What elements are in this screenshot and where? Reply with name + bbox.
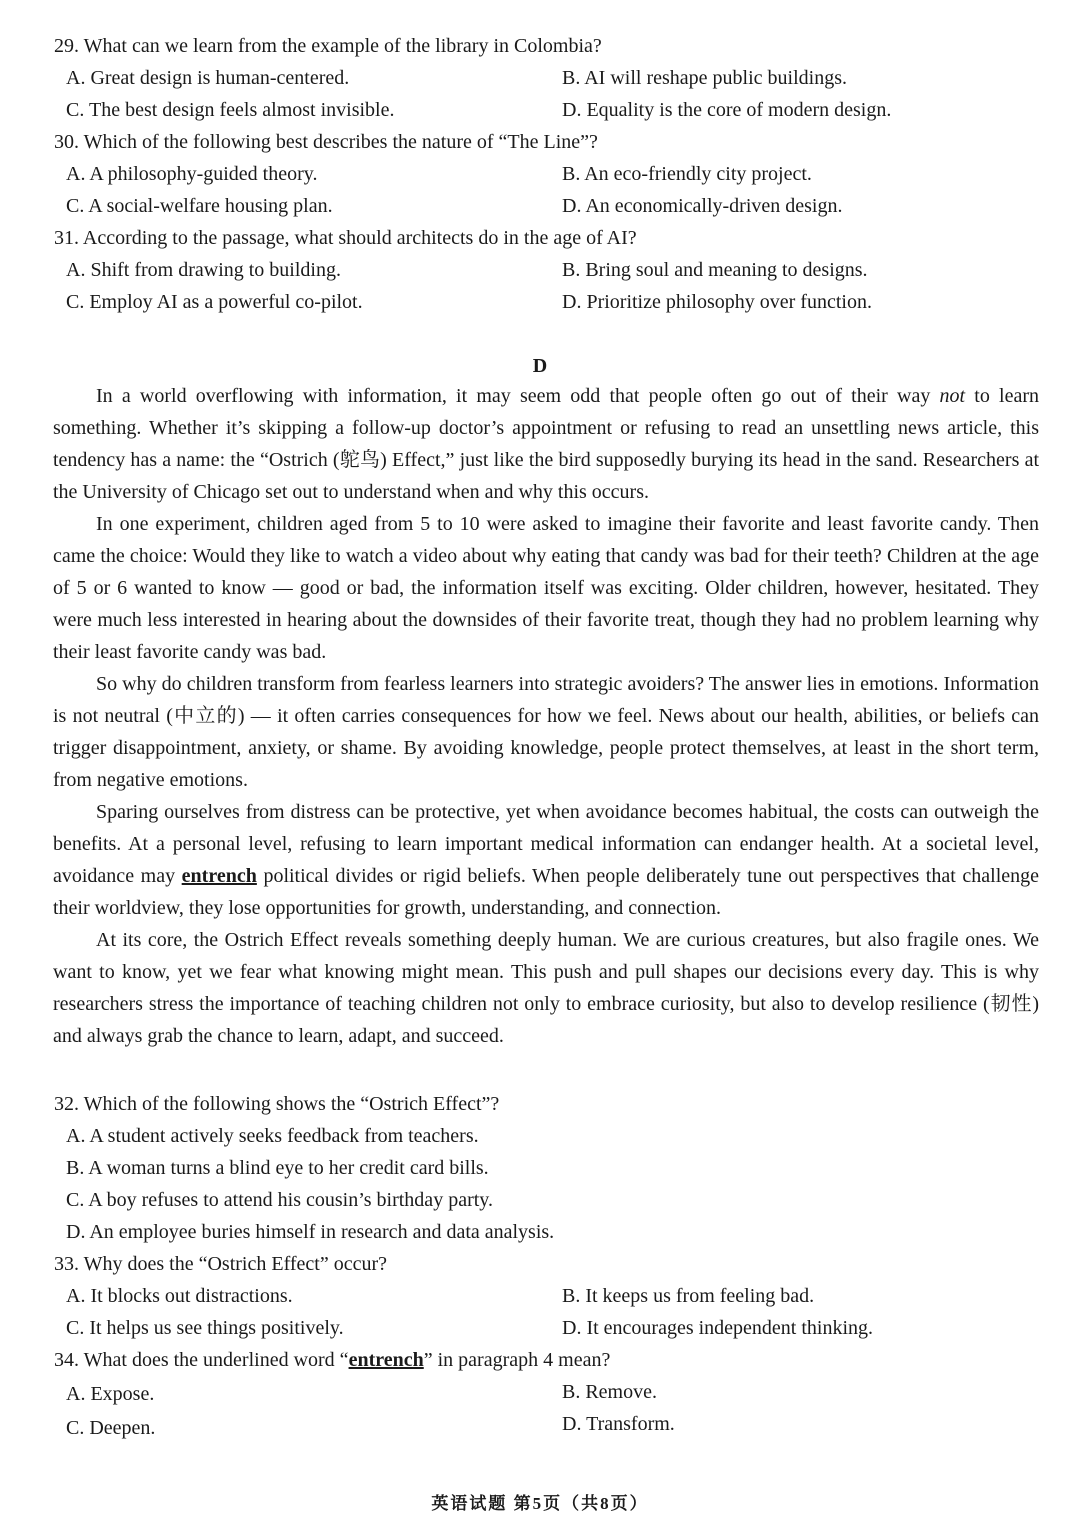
question-30-option-c: C. A social-welfare housing plan. — [66, 195, 333, 217]
question-31-option-a: A. Shift from drawing to building. — [66, 259, 341, 281]
question-30-option-b: B. An eco-friendly city project. — [562, 163, 812, 185]
underlined-word: entrench — [181, 865, 257, 887]
question-34-option-d: D. Transform. — [562, 1413, 675, 1435]
question-29-option-d: D. Equality is the core of modern design. — [562, 99, 892, 121]
question-34-stem-b: ” in paragraph 4 mean? — [423, 1349, 611, 1371]
question-30-option-a: A. A philosophy-guided theory. — [66, 163, 318, 185]
question-29-option-c: C. The best design feels almost invisible. — [66, 99, 395, 121]
question-33-option-b: B. It keeps us from feeling bad. — [562, 1285, 815, 1307]
question-34-option-a: A. Expose. — [66, 1383, 155, 1405]
question-32-option-b: B. A woman turns a blind eye to her credit card bills. — [66, 1157, 489, 1179]
question-34-option-b: B. Remove. — [562, 1381, 657, 1403]
question-31-option-b: B. Bring soul and meaning to designs. — [562, 259, 868, 281]
question-32-option-c: C. A boy refuses to attend his cousin’s birthday party. — [66, 1189, 493, 1211]
paragraph-5: At its core, the Ostrich Effect reveals something deeply human. We are curious creatures, but also fragile ones. We want to know, yet we fear what knowing might mean. This push and pull shapes our decisions every day. This is why researchers stress the importance of teaching children not only to embrace curiosity, but also to develop resilience (韧性) and always grab the chance to learn, adapt, and succeed. — [53, 929, 1039, 1047]
page-footer: 英语试题 第5页（共8页） — [431, 1494, 649, 1513]
question-30-option-d: D. An economically-driven design. — [562, 195, 843, 217]
question-34-stem-a: 34. What does the underlined word “ — [54, 1349, 349, 1371]
question-29-option-b: B. AI will reshape public buildings. — [562, 67, 847, 89]
question-31-stem: 31. According to the passage, what should architects do in the age of AI? — [54, 227, 637, 249]
reading-passage — [53, 380, 1039, 1052]
question-32-option-d: D. An employee buries himself in research and data analysis. — [66, 1221, 555, 1243]
paragraph-2: In one experiment, children aged from 5 to 10 were asked to imagine their favorite and least favorite candy. Then came the choice: Would they like to watch a video about why eating that candy was bad for their teeth? Children at the age of 5 or 6 wanted to know — good or bad, the information itself was exciting. Older children, however, hesitated. They were much less interested in hearing about the downsides of their favorite treat, though they had no problem learning why their least favorite candy was bad. — [53, 513, 1039, 663]
question-34-stem — [54, 1344, 610, 1376]
question-34-option-c: C. Deepen. — [66, 1417, 156, 1439]
paragraph-4-part-b: political divides or rigid beliefs. When people deliberately tune out perspectives that challenge their worldview, they lose opportunities for growth, understanding, and connection. — [53, 865, 1040, 919]
paragraph-3: So why do children transform from fearless learners into strategic avoiders? The answer lies in emotions. Information is not neutral (中立的) — it often carries consequences for how we feel. News about our health, abilities, or beliefs can trigger disappointment, anxiety, or shame. By avoiding knowledge, people protect themselves, at least in the short term, from negative emotions. — [53, 673, 1039, 791]
question-30-stem: 30. Which of the following best describes the nature of “The Line”? — [54, 131, 598, 153]
paragraph-1-part-a: In a world overflowing with information, it may seem odd that people often go out of their way — [96, 385, 940, 407]
paragraph-1-part-b: to learn something. Whether it’s skipping a follow-up doctor’s appointment or refusing to read an unsettling news article, this tendency has a name: the “Ostrich (鸵鸟) Effect,” just like the bird supposedly burying its head in the sand. Researchers at the University of Chicago set out to understand when and why this occurs. — [53, 385, 1039, 503]
question-29-option-a: A. Great design is human-centered. — [66, 67, 350, 89]
question-32-option-a: A. A student actively seeks feedback from teachers. — [66, 1125, 479, 1147]
question-31-option-d: D. Prioritize philosophy over function. — [562, 291, 872, 313]
question-33-option-c: C. It helps us see things positively. — [66, 1317, 344, 1339]
question-33-stem: 33. Why does the “Ostrich Effect” occur? — [54, 1253, 388, 1275]
question-34-underlined-word: entrench — [348, 1349, 424, 1371]
section-heading: D — [532, 355, 548, 377]
paragraph-4-part-a: Sparing ourselves from distress can be protective, yet when avoidance becomes habitual, the costs can outweigh the benefits. At a personal level, refusing to learn important medical information can endanger health. At a societal level, avoidance may — [53, 801, 1039, 887]
question-31-option-c: C. Employ AI as a powerful co-pilot. — [66, 291, 363, 313]
paragraph-1 — [53, 380, 1039, 508]
paragraph-4 — [53, 796, 1039, 924]
question-33-option-a: A. It blocks out distractions. — [66, 1285, 293, 1307]
question-29-stem: 29. What can we learn from the example of the library in Colombia? — [54, 35, 602, 57]
question-33-option-d: D. It encourages independent thinking. — [562, 1317, 874, 1339]
question-32-stem: 32. Which of the following shows the “Ostrich Effect”? — [54, 1093, 500, 1115]
paragraph-1-emphasis: not — [939, 385, 966, 407]
